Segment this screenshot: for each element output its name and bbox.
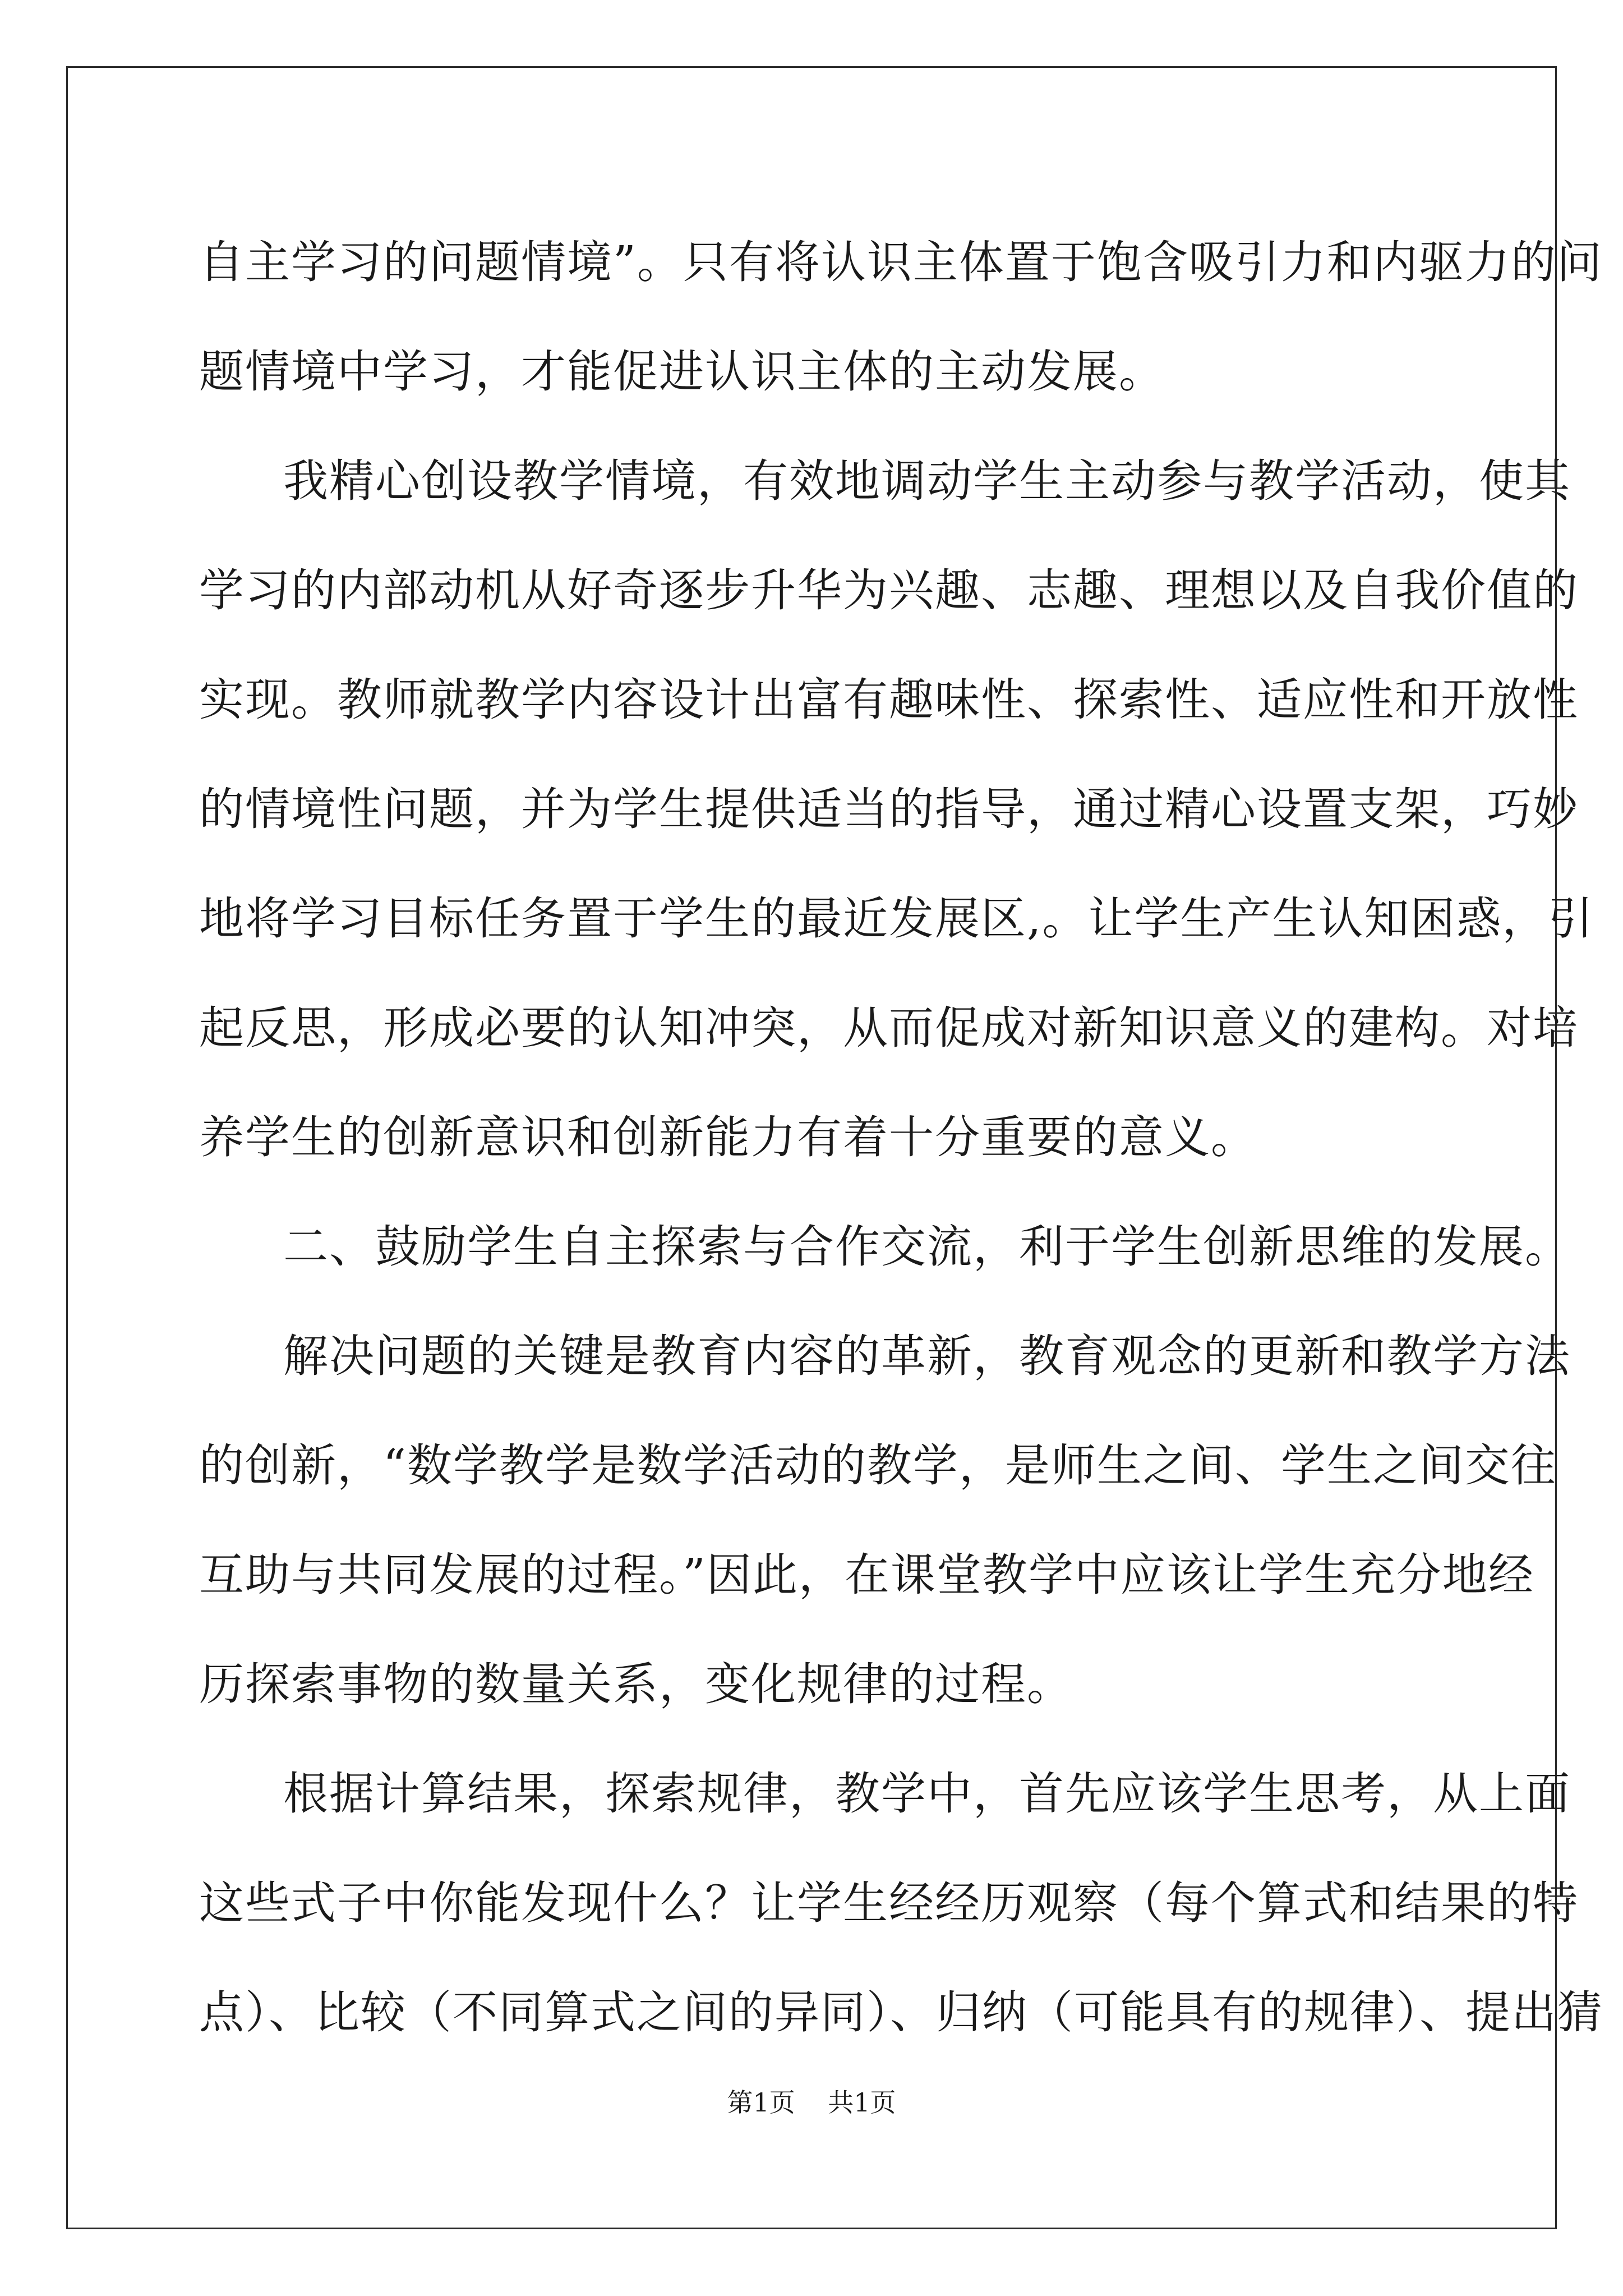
text-line: 养学生的创新意识和创新能力有着十分重要的意义。 <box>199 1111 1257 1163</box>
text-line: 根据计算结果，探索规律，教学中，首先应该学生思考，从上面 <box>283 1768 1571 1820</box>
text-line: 历探索事物的数量关系，变化规律的过程。 <box>199 1658 1073 1710</box>
section-heading: 二、鼓励学生自主探索与合作交流，利于学生创新思维的发展。 <box>283 1221 1571 1273</box>
text-line: 题情境中学习，才能促进认识主体的主动发展。 <box>199 346 1165 398</box>
text-line: 我精心创设教学情境，有效地调动学生主动参与教学活动，使其 <box>283 455 1571 507</box>
page-number-footer: 第1页 共1页 <box>727 2087 896 2118</box>
text-line: 解决问题的关键是教育内容的革新，教育观念的更新和教学方法 <box>283 1330 1571 1382</box>
text-line: 点）、比较（不同算式之间的异同）、归纳（可能具有的规律）、提出猜 <box>199 1986 1603 2039</box>
text-line: 起反思，形成必要的认知冲突，从而促成对新知识意义的建构。对培 <box>199 1002 1579 1054</box>
text-line: 这些式子中你能发现什么？让学生经经历观察（每个算式和结果的特 <box>199 1877 1579 1929</box>
text-line: 地将学习目标任务置于学生的最近发展区,。让学生产生认知困惑，引 <box>199 892 1594 945</box>
text-line: 学习的内部动机从好奇逐步升华为兴趣、志趣、理想以及自我价值的 <box>199 564 1579 616</box>
text-line: 实现。教师就教学内容设计出富有趣味性、探索性、适应性和开放性 <box>199 674 1579 726</box>
text-line: 的情境性问题，并为学生提供适当的指导，通过精心设置支架，巧妙 <box>199 783 1579 835</box>
text-line: 互助与共同发展的过程。”因此，在课堂教学中应该让学生充分地经 <box>199 1549 1534 1601</box>
text-line: 自主学习的问题情境”。只有将认识主体置于饱含吸引力和内驱力的问 <box>199 236 1603 288</box>
text-line: 的创新，“数学教学是数学活动的教学，是师生之间、学生之间交往 <box>199 1439 1557 1492</box>
document-body <box>199 208 1603 2067</box>
